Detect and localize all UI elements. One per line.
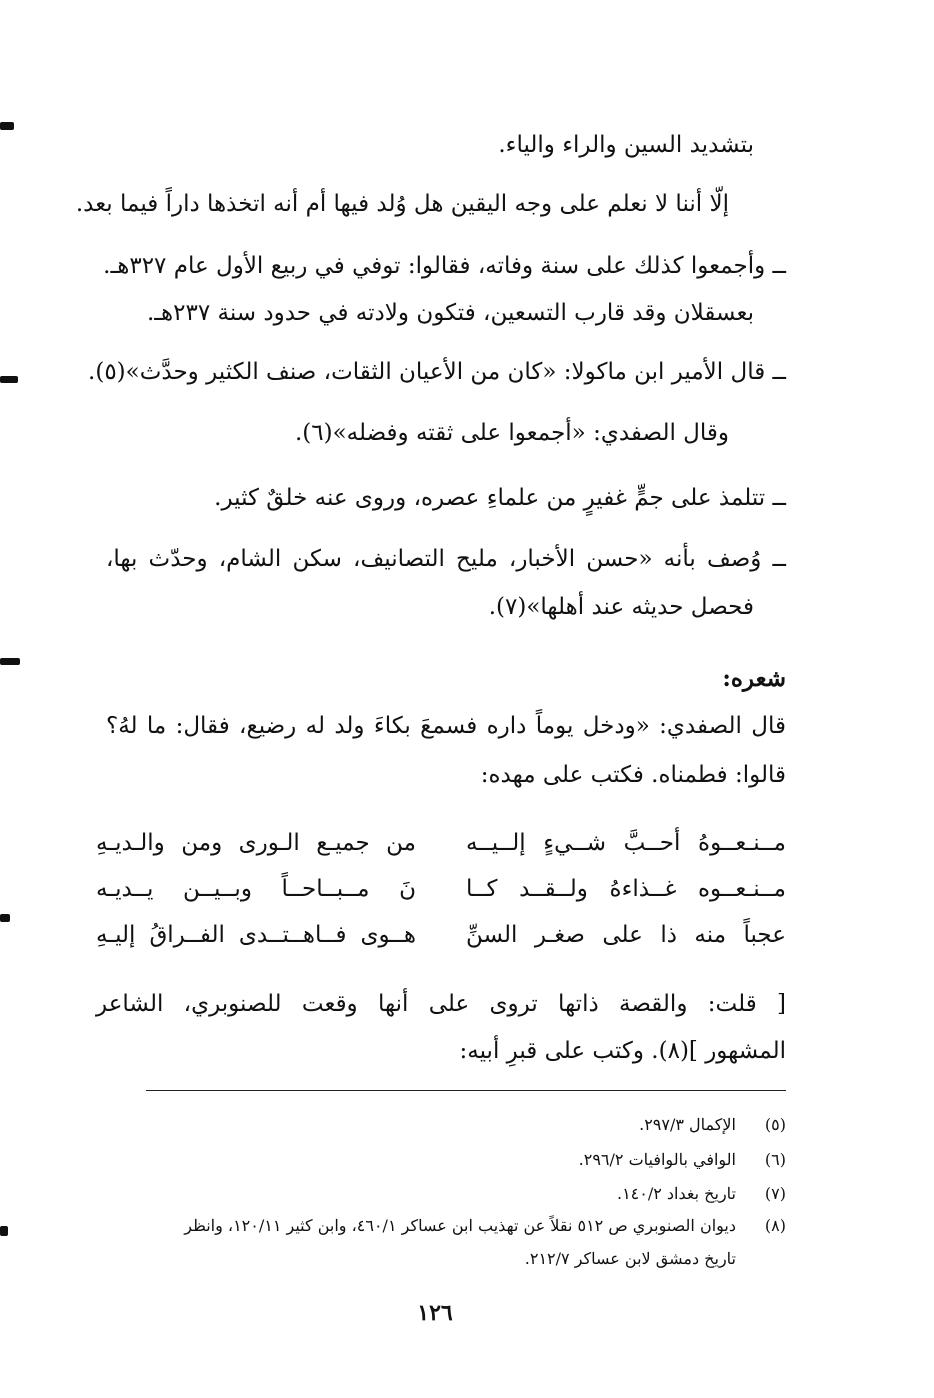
list-item: ــ تتلمذ على جمٍّ غفيرٍ من علماءِ عصره، وروى عنه خلقٌ كثير. bbox=[214, 485, 786, 511]
footnote-continuation bbox=[96, 1247, 786, 1271]
text-line: المشهور ](٨). وكتب على قبرِ أبيه: bbox=[459, 1038, 786, 1064]
scan-margin-mark bbox=[0, 914, 10, 922]
text-line: قالوا: فطمناه. فكتب على مهده: bbox=[480, 762, 786, 788]
verse-first-hemistich: مــنـعــوه غــذاءهُ ولــقــد كــا bbox=[466, 876, 786, 902]
verse-second-hemistich: نَ مــبــاحــاً وبــيــن يــديـه bbox=[96, 876, 416, 902]
footnote-separator bbox=[146, 1090, 786, 1091]
footnote bbox=[96, 1182, 786, 1206]
verse-first-hemistich: عجباً منه ذا على صغـر السنِّ bbox=[466, 922, 786, 948]
verse bbox=[96, 918, 786, 952]
list-item: ــ وُصف بأنه «حسن الأخبار، مليح التصانيف، سكن الشام، وحدّث بها، bbox=[106, 546, 786, 572]
footnote-number: (٥) bbox=[764, 1115, 786, 1134]
section-heading: شعره: bbox=[722, 665, 786, 692]
text-line: قال الصفدي: «ودخل يوماً داره فسمعَ بكاءَ ولد له رضيع، فقال: ما لهُ؟ bbox=[106, 713, 786, 739]
page-number: ١٢٦ bbox=[417, 1300, 453, 1326]
verse-second-hemistich: هــوى فــاهــتــدى الفــراقُ إليـهِ bbox=[96, 922, 416, 948]
text-line: وقال الصفدي: «أجمعوا على ثقته وفضله»(٦). bbox=[294, 420, 729, 446]
footnote-number: (٦) bbox=[764, 1150, 786, 1169]
footnote bbox=[96, 1214, 786, 1238]
text-line: بعسقلان وقد قارب التسعين، فتكون ولادته في حدود سنة ٢٣٧هـ. bbox=[146, 300, 754, 326]
footnote-number: (٨) bbox=[764, 1216, 786, 1235]
verse bbox=[96, 826, 786, 860]
scan-margin-mark bbox=[0, 658, 20, 665]
footnote-text: تاريخ بغداد ١٤٠/٢. bbox=[616, 1184, 736, 1203]
scan-margin-mark bbox=[0, 1226, 8, 1236]
verse bbox=[96, 872, 786, 906]
footnote bbox=[96, 1148, 786, 1172]
footnote-text: تاريخ دمشق لابن عساكر ٢١٢/٧. bbox=[524, 1249, 736, 1268]
text-line: [ قلت: والقصة ذاتها تروى على أنها وقعت للصنوبري، الشاعر bbox=[96, 991, 786, 1017]
text-line: بتشديد السين والراء والياء. bbox=[498, 132, 754, 158]
list-item: ــ وأجمعوا كذلك على سنة وفاته، فقالوا: توفي في ربيع الأول عام ٣٢٧هـ. bbox=[103, 253, 786, 279]
footnote-text: ديوان الصنوبري ص ٥١٢ نقلاً عن تهذيب ابن عساكر ٤٦٠/١، وابن كثير ١٢٠/١١، وانظر bbox=[184, 1216, 736, 1235]
list-item: ــ قال الأمير ابن ماكولا: «كان من الأعيان الثقات، صنف الكثير وحدَّث»(٥). bbox=[88, 359, 786, 385]
text-line: فحصل حديثه عند أهلها»(٧). bbox=[488, 594, 754, 620]
footnote bbox=[96, 1113, 786, 1137]
text-line: إلّا أننا لا نعلم على وجه اليقين هل وُلد فيها أم أنه اتخذها داراً فيما بعد. bbox=[75, 191, 729, 217]
verse-second-hemistich: من جميـع الـورى ومن والـديـهِ bbox=[96, 830, 416, 856]
verse-first-hemistich: مــنـعــوهُ أحــبَّ شــيءٍ إلــيــه bbox=[466, 830, 786, 856]
footnote-text: الإكمال ٢٩٧/٣. bbox=[639, 1115, 736, 1134]
footnote-number: (٧) bbox=[764, 1184, 786, 1203]
scan-margin-mark bbox=[0, 122, 14, 130]
scan-margin-mark bbox=[0, 376, 18, 383]
footnote-text: الوافي بالوافيات ٢٩٦/٢. bbox=[578, 1150, 736, 1169]
